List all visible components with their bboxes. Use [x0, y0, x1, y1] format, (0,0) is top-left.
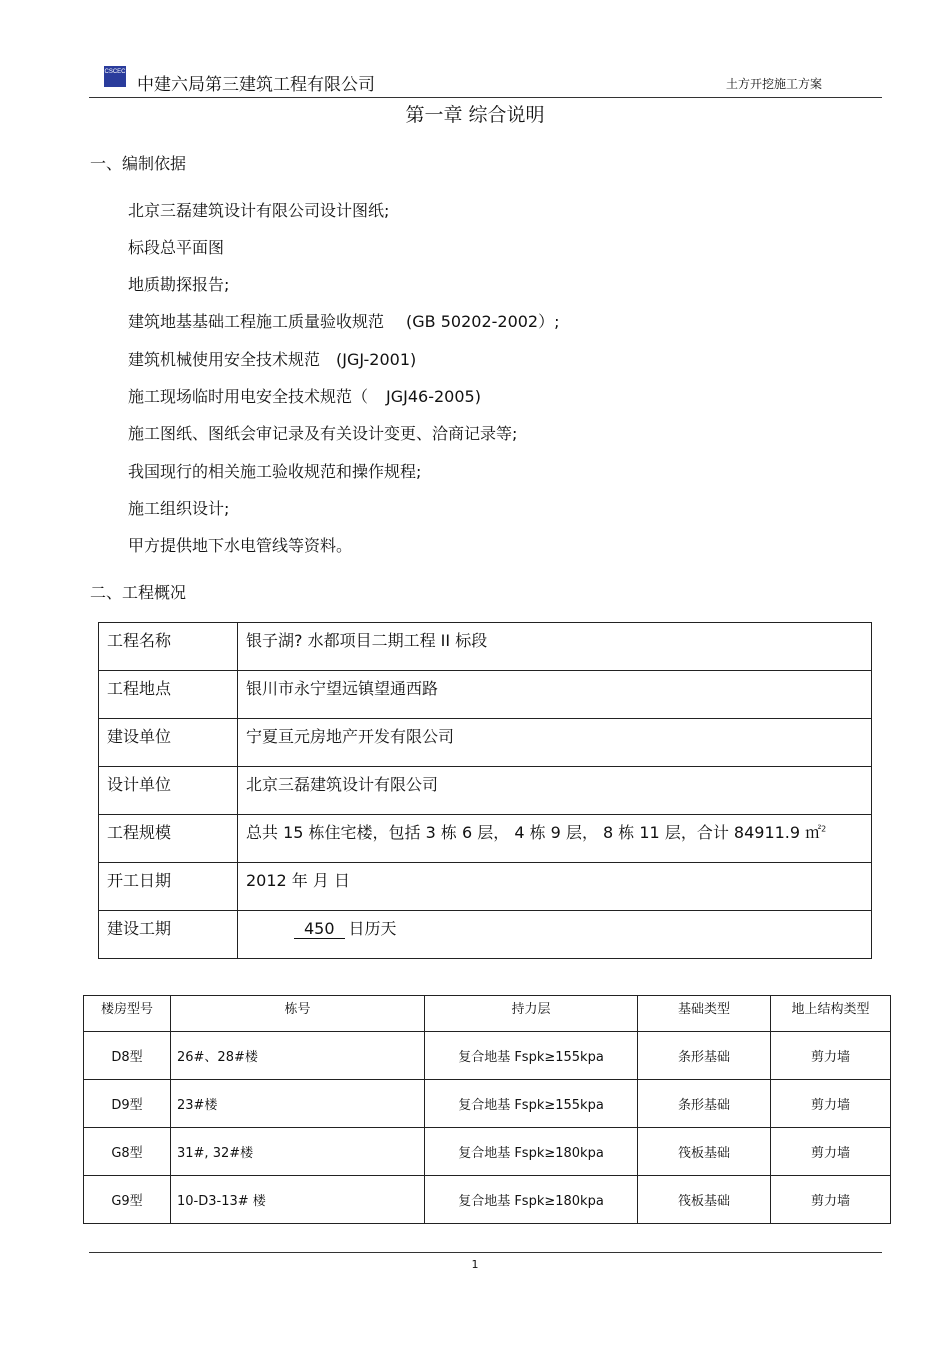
table-cell: 剪力墙	[771, 1176, 891, 1224]
column-header: 地上结构类型	[771, 996, 891, 1032]
basis-item: 北京三磊建筑设计有限公司设计图纸;	[128, 201, 390, 220]
building-type-table	[83, 995, 891, 1224]
table-row	[99, 671, 872, 719]
basis-item: 施工图纸、图纸会审记录及有关设计变更、洽商记录等;	[128, 424, 518, 443]
table-cell: 剪力墙	[771, 1032, 891, 1080]
column-header: 基础类型	[638, 996, 771, 1032]
company-logo	[104, 66, 126, 87]
page-number: 1	[471, 1258, 479, 1271]
table-cell: 31#, 32#楼	[171, 1128, 425, 1176]
info-value: 北京三磊建筑设计有限公司	[238, 767, 872, 815]
table-row	[84, 1128, 891, 1176]
table-cell: G9型	[84, 1176, 171, 1224]
table-cell: 复合地基 Fspk≥155kpa	[425, 1032, 638, 1080]
info-key: 建设单位	[99, 719, 238, 767]
info-key: 工程地点	[99, 671, 238, 719]
table-row	[99, 863, 872, 911]
table-cell: 26#、28#楼	[171, 1032, 425, 1080]
document-title: 土方开挖施工方案	[726, 77, 823, 91]
table-row	[99, 815, 872, 863]
info-value: 宁夏亘元房地产开发有限公司	[238, 719, 872, 767]
scale-text: 总共 15 栋住宅楼，包括 3 栋 6 层， 4 栋 9 层， 8 栋 11 层，合计 84911.9 ㎡	[246, 823, 822, 842]
section-heading-basis: 一、编制依据	[90, 154, 187, 173]
basis-item: 甲方提供地下水电管线等资料。	[128, 536, 353, 555]
table-row	[99, 767, 872, 815]
basis-item: 标段总平面图	[128, 238, 225, 257]
table-row	[99, 719, 872, 767]
basis-item: 地质勘探报告;	[128, 275, 230, 294]
table-row	[84, 1176, 891, 1224]
table-cell: 条形基础	[638, 1080, 771, 1128]
table-row	[99, 623, 872, 671]
chapter-title: 第一章 综合说明	[405, 104, 545, 126]
basis-item-text: 建筑地基基础工程施工质量验收规范	[128, 312, 385, 331]
section-heading-overview: 二、工程概况	[90, 583, 187, 602]
header-divider	[89, 97, 882, 98]
table-cell: 复合地基 Fspk≥155kpa	[425, 1080, 638, 1128]
basis-item-code: (JGJ-2001)	[336, 350, 417, 369]
info-value	[238, 815, 872, 863]
table-cell: 剪力墙	[771, 1080, 891, 1128]
project-info-table	[98, 622, 872, 959]
table-cell: 复合地基 Fspk≥180kpa	[425, 1176, 638, 1224]
basis-item: 我国现行的相关施工验收规范和操作规程;	[128, 462, 422, 481]
info-key: 工程名称	[99, 623, 238, 671]
table-cell: 条形基础	[638, 1032, 771, 1080]
logo-text: CSCEC	[104, 69, 126, 75]
info-value	[238, 911, 872, 959]
info-value: 2012 年 月 日	[238, 863, 872, 911]
table-row	[99, 911, 872, 959]
column-header: 楼房型号	[84, 996, 171, 1032]
basis-item	[128, 384, 481, 407]
basis-item: 施工组织设计;	[128, 499, 230, 518]
column-header: 栋号	[171, 996, 425, 1032]
table-cell: D8型	[84, 1032, 171, 1080]
table-cell: G8型	[84, 1128, 171, 1176]
table-cell: 23#楼	[171, 1080, 425, 1128]
table-row	[84, 1032, 891, 1080]
basis-item	[128, 309, 560, 332]
info-value: 银子湖? 水都项目二期工程 II 标段	[238, 623, 872, 671]
table-cell: 复合地基 Fspk≥180kpa	[425, 1128, 638, 1176]
table-cell: 筏板基础	[638, 1128, 771, 1176]
superscript-mark: 2	[821, 824, 827, 834]
footer-divider	[89, 1252, 882, 1253]
info-key: 建设工期	[99, 911, 238, 959]
basis-item-code: (GB 50202-2002）;	[406, 312, 560, 331]
info-value: 银川市永宁望远镇望通西路	[238, 671, 872, 719]
duration-unit: 日历天	[348, 919, 397, 938]
table-header-row	[84, 996, 891, 1032]
basis-item	[128, 347, 416, 370]
info-key: 开工日期	[99, 863, 238, 911]
table-cell: 筏板基础	[638, 1176, 771, 1224]
basis-item-code: JGJ46-2005)	[386, 387, 481, 406]
column-header: 持力层	[425, 996, 638, 1032]
table-cell: 剪力墙	[771, 1128, 891, 1176]
table-cell: 10-D3-13# 楼	[171, 1176, 425, 1224]
table-row	[84, 1080, 891, 1128]
duration-number: 450	[294, 919, 345, 939]
info-key: 设计单位	[99, 767, 238, 815]
table-cell: D9型	[84, 1080, 171, 1128]
basis-item-text: 建筑机械使用安全技术规范	[128, 350, 321, 369]
info-key: 工程规模	[99, 815, 238, 863]
company-name: 中建六局第三建筑工程有限公司	[137, 75, 375, 95]
basis-item-text: 施工现场临时用电安全技术规范（	[128, 387, 369, 406]
